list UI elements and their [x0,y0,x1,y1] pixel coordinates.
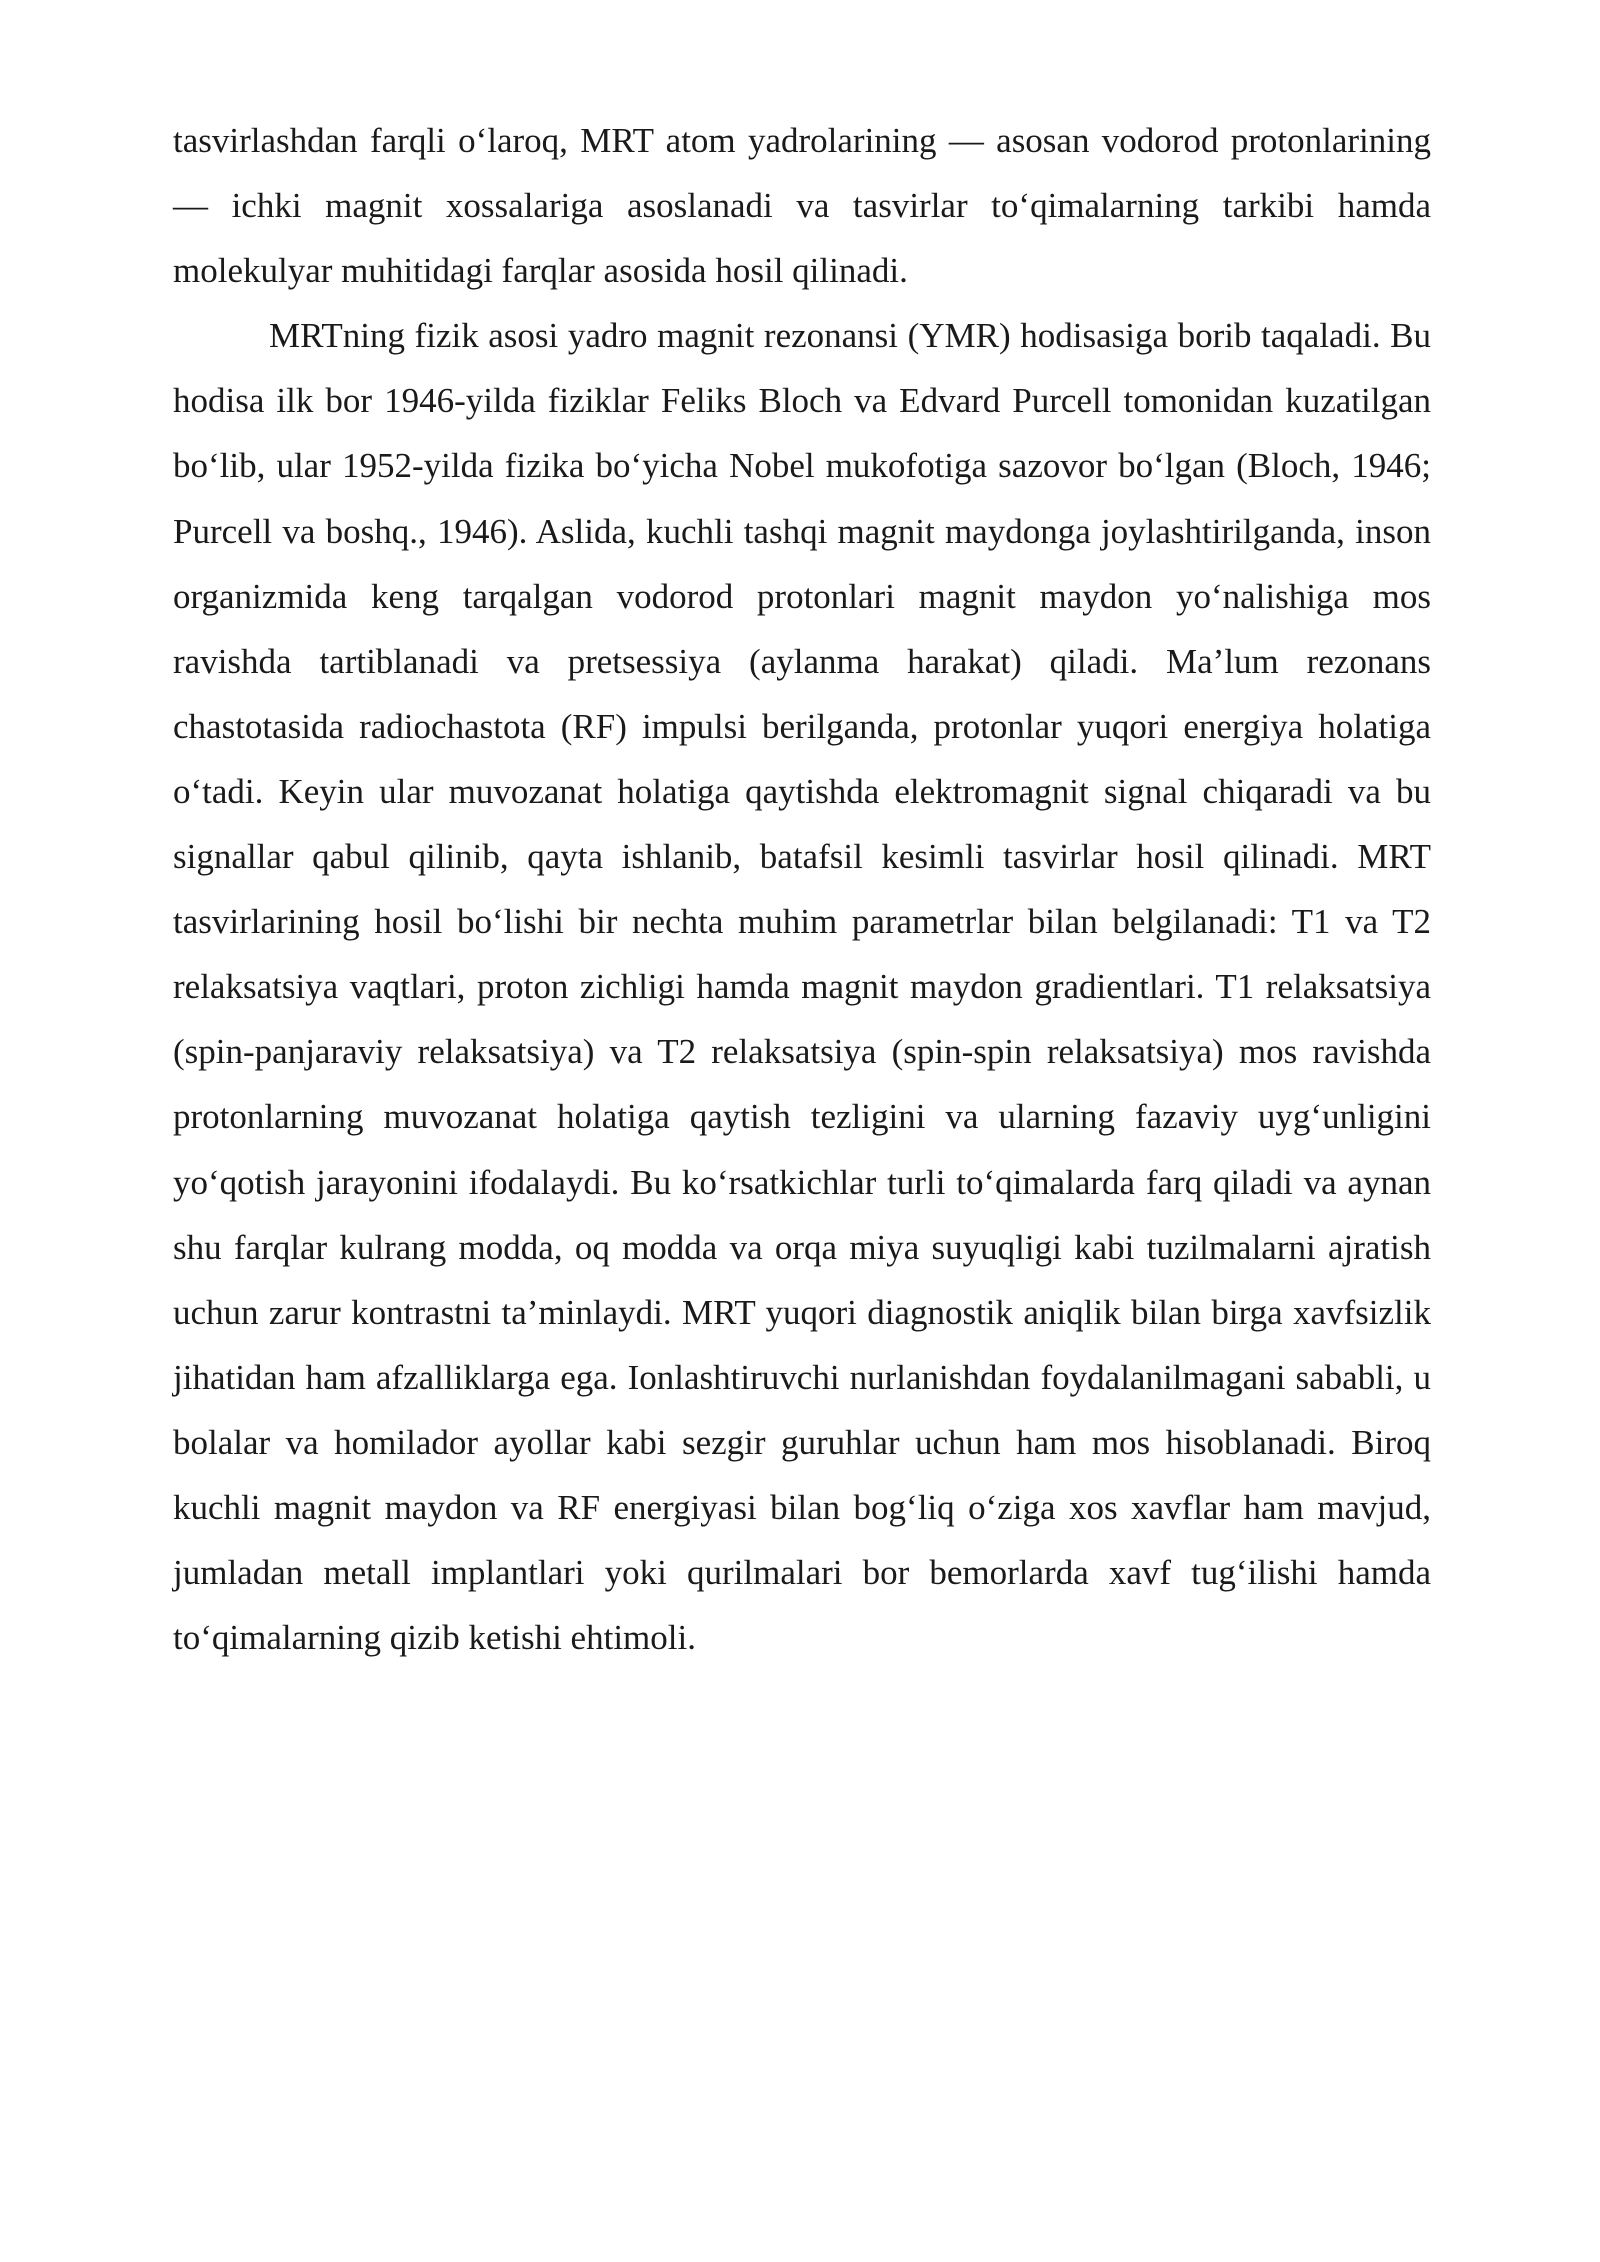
paragraph-continuation: tasvirlashdan farqli o‘laroq, MRT atom yadrolarining — asosan vodorod protonlarining — ichki magnit xossalariga asoslanadi va tasvirlar to‘qimalarning tarkibi hamda molekulyar muhitidagi farqlar asosida hosil qilinadi. [173,121,1431,291]
document-body [173,108,1431,1670]
paragraph-mrt-physics: MRTning fizik asosi yadro magnit rezonansi (YMR) hodisasiga borib taqaladi. Bu hodisa ilk bor 1946-yilda fiziklar Feliks Bloch va Edvard Purcell tomonidan kuzatilgan bo‘lib, ular 1952-yilda fizika bo‘yicha Nobel mukofotiga sazovor bo‘lgan (Bloch, 1946; Purcell va boshq., 1946). Aslida, kuchli tashqi magnit maydonga joylashtirilganda, inson organizmida keng tarqalgan vodorod protonlari magnit maydon yo‘nalishiga mos ravishda tartiblanadi va pretsessiya (aylanma harakat) qiladi. Ma’lum rezonans chastotasida radiochastota (RF) impulsi berilganda, protonlar yuqori energiya holatiga o‘tadi. Keyin ular muvozanat holatiga qaytishda elektromagnit signal chiqaradi va bu signallar qabul qilinib, qayta ishlanib, batafsil kesimli tasvirlar hosil qilinadi. MRT tasvirlarining hosil bo‘lishi bir nechta muhim parametrlar bilan belgilanadi: T1 va T2 relaksatsiya vaqtlari, proton zichligi hamda magnit maydon gradientlari. T1 relaksatsiya (spin-panjaraviy relaksatsiya) va T2 relaksatsiya (spin-spin relaksatsiya) mos ravishda protonlarning muvozanat holatiga qaytish tezligini va ularning fazaviy uyg‘unligini yo‘qotish jarayonini ifodalaydi. Bu ko‘rsatkichlar turli to‘qimalarda farq qiladi va aynan shu farqlar kulrang modda, oq modda va orqa miya suyuqligi kabi tuzilmalarni ajratish uchun zarur kontrastni ta’minlaydi. MRT yuqori diagnostik aniqlik bilan birga xavfsizlik jihatidan ham afzalliklarga ega. Ionlashtiruvchi nurlanishdan foydalanilmagani sababli, u bolalar va homilador ayollar kabi sezgir guruhlar uchun ham mos hisoblanadi. Biroq kuchli magnit maydon va RF energiyasi bilan bog‘liq o‘ziga xos xavflar ham mavjud, jumladan metall implantlari yoki qurilmalari bor bemorlarda xavf tug‘ilishi hamda to‘qimalarning qizib ketishi ehtimoli. [173,316,1431,1658]
